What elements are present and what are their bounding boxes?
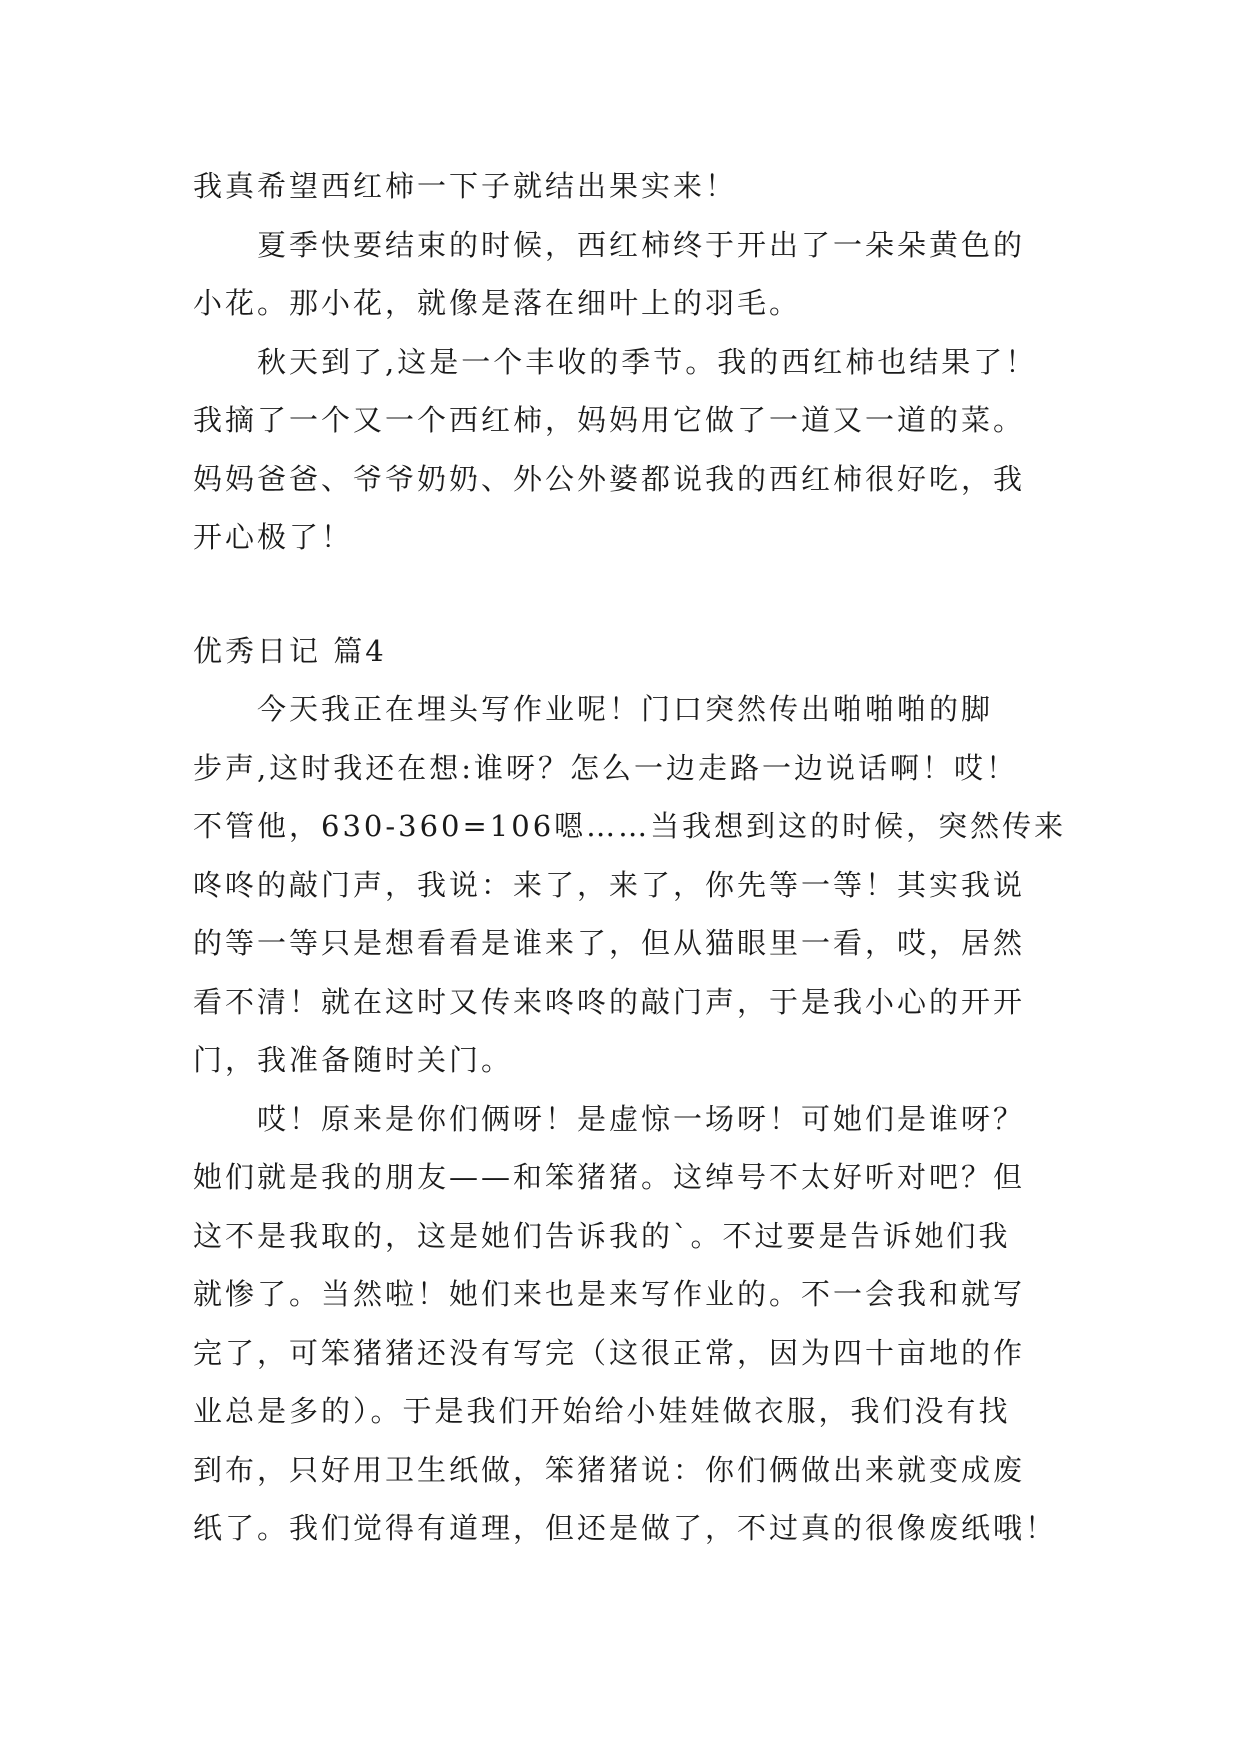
text-line: 妈妈爸爸、爷爷奶奶、外公外婆都说我的西红柿很好吃，我 [193,461,1026,496]
text-line: 夏季快要结束的时候，西红柿终于开出了一朵朵黄色的 [257,227,1026,262]
text-line: 她们就是我的朋友——和笨猪猪。这绰号不太好听对吧？但 [193,1160,1026,1194]
text-line: 看不清！就在这时又传来咚咚的敲门声，于是我小心的开开 [193,984,1026,1019]
text-line: 哎！原来是你们俩呀！是虚惊一场呀！可她们是谁呀？ [257,1101,1026,1136]
diary-text-top [193,157,1063,567]
text-line: 纸了。我们觉得有道理，但还是做了，不过真的很像废纸哦！ [193,1511,1058,1545]
text-line: 业总是多的）。于是我们开始给小娃娃做衣服，我们没有找 [193,1394,1011,1428]
text-line: 不管他，630-360=106嗯……当我想到这的时候，突然传来 [193,809,1067,843]
text-line: 咚咚的敲门声，我说：来了，来了，你先等一等！其实我说 [193,867,1026,902]
text-line: 我真希望西红柿一下子就结出果实来！ [193,169,738,203]
text-line: 小花。那小花，就像是落在细叶上的羽毛。 [193,286,802,320]
text-line: 门，我准备随时关门。 [193,1043,514,1077]
text-line: 到布，只好用卫生纸做，笨猪猪说：你们俩做出来就变成废 [193,1452,1026,1487]
text-line: 完了，可笨猪猪还没有写完（这很正常，因为四十亩地的作 [193,1335,1026,1370]
diary-text-bottom [193,680,1067,1558]
section-heading: 优秀日记 篇4 [193,634,387,668]
text-line: 开心极了！ [193,520,354,554]
text-line: 这不是我取的，这是她们告诉我的`。不过要是告诉她们我 [193,1218,1011,1253]
text-line: 我摘了一个又一个西红柿，妈妈用它做了一道又一道的菜。 [193,403,1026,437]
text-line: 的等一等只是想看看是谁来了，但从猫眼里一看，哎，居然 [193,926,1026,960]
text-line: 步声,这时我还在想:谁呀？怎么一边走路一边说话啊！哎！ [193,750,1018,785]
text-line: 秋天到了,这是一个丰收的季节。我的西红柿也结果了！ [257,344,1038,379]
text-line: 今天我正在埋头写作业呢！门口突然传出啪啪啪的脚 [257,692,994,726]
text-line: 就惨了。当然啦！她们来也是来写作业的。不一会我和就写 [193,1277,1026,1311]
